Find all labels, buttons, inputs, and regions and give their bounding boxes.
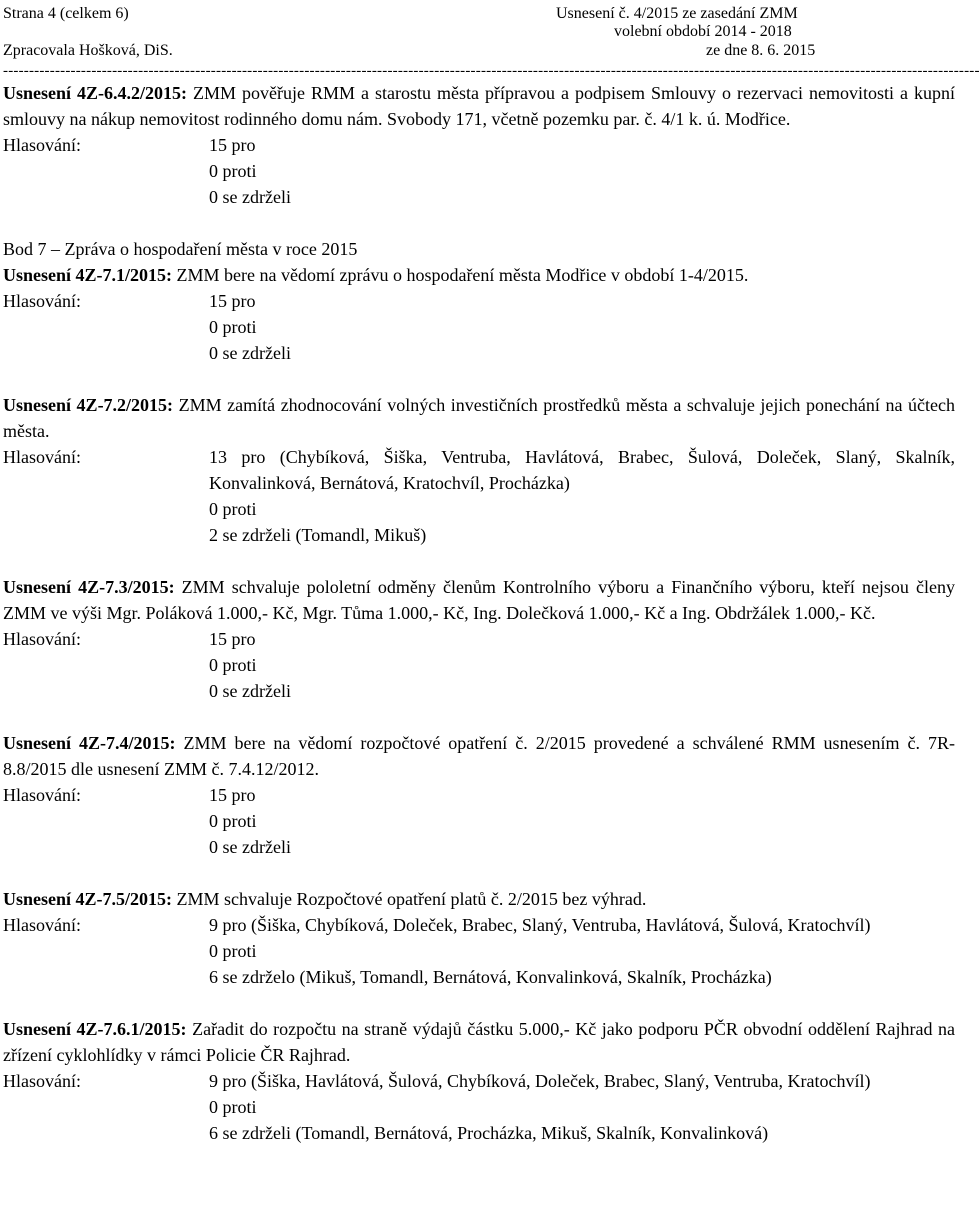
vote-proti: 0 proti: [209, 811, 257, 831]
vote-block: [3, 132, 955, 210]
vote-block: [3, 782, 955, 860]
resolution-id: Usnesení 4Z-7.2/2015:: [3, 395, 174, 415]
vote-proti: 0 proti: [209, 941, 257, 961]
resolution-body: ZMM schvaluje pololetní odměny členům Kontrolního výboru a Finančního výboru, kteří nejsou členy ZMM ve výši Mgr. Poláková 1.000,- Kč, Mgr. Tůma 1.000,- Kč, Ing. Dolečková 1.000,- Kč a Ing. Obdržálek 1.000,- Kč.: [3, 577, 955, 623]
vote-block: [3, 626, 955, 704]
agenda-item-7: Bod 7 – Zpráva o hospodaření města v roce 2015: [3, 239, 358, 259]
vote-pro: 9 pro (Šiška, Chybíková, Doleček, Brabec, Slaný, Ventruba, Havlátová, Šulová, Kratochvíl): [209, 915, 871, 935]
resolution-4z-7-6-1: [3, 1016, 955, 1146]
vote-proti: 0 proti: [209, 317, 257, 337]
resolution-4z-6-4-2: [3, 80, 955, 210]
document-title: Usnesení č. 4/2015 ze zasedání ZMM: [556, 5, 798, 22]
resolution-id: Usnesení 4Z-7.5/2015:: [3, 889, 173, 909]
vote-block: [3, 912, 955, 990]
resolution-id: Usnesení 4Z-6.4.2/2015:: [3, 83, 188, 103]
page-number: Strana 4 (celkem 6): [3, 5, 129, 22]
vote-label: Hlasování:: [3, 629, 81, 649]
resolution-4z-7-5: [3, 886, 955, 990]
vote-block: [3, 288, 955, 366]
vote-block: [3, 444, 955, 548]
resolution-4z-7-4: [3, 730, 955, 860]
resolution-id: Usnesení 4Z-7.3/2015:: [3, 577, 175, 597]
vote-zdrzeli: 0 se zdrželi: [209, 681, 291, 701]
vote-zdrzeli: 0 se zdrželi: [209, 187, 291, 207]
vote-pro: 15 pro: [209, 785, 256, 805]
vote-pro: 15 pro: [209, 629, 256, 649]
resolution-body: ZMM pověřuje RMM a starostu města přípravou a podpisem Smlouvy o rezervaci nemovitosti a kupní smlouvy na nákup nemovitost rodinného domu nám. Svobody 171, včetně pozemku par. č. 4/1 k. ú. Modřice.: [3, 83, 955, 129]
resolution-4z-7-2: [3, 392, 955, 548]
resolution-id: Usnesení 4Z-7.6.1/2015:: [3, 1019, 187, 1039]
vote-proti: 0 proti: [209, 499, 257, 519]
vote-proti: 0 proti: [209, 1097, 257, 1117]
resolution-text: [3, 1016, 955, 1068]
resolution-body: Zařadit do rozpočtu na straně výdajů částku 5.000,- Kč jako podporu PČR obvodní oddělení Rajhrad na zřízení cyklohlídky v rámci Policie ČR Rajhrad.: [3, 1019, 955, 1065]
resolution-text: [3, 262, 955, 288]
vote-label: Hlasování:: [3, 135, 81, 155]
resolution-text: [3, 574, 955, 626]
header-divider: --------------------------------------------------------------------------------------------------------------------------------------------------------------------------------------------: [3, 63, 980, 79]
vote-pro: 13 pro (Chybíková, Šiška, Ventruba, Havlátová, Brabec, Šulová, Doleček, Slaný, Skalník, Konvalinková, Bernátová, Kratochvíl, Procházka): [209, 447, 955, 493]
vote-proti: 0 proti: [209, 655, 257, 675]
vote-block: [3, 1068, 955, 1146]
resolution-body: ZMM zamítá zhodnocování volných investičních prostředků města a schvaluje jejich ponechání na účtech města.: [3, 395, 955, 441]
vote-zdrzeli: 0 se zdrželi: [209, 837, 291, 857]
vote-zdrzeli: 6 se zdrželi (Tomandl, Bernátová, Procházka, Mikuš, Skalník, Konvalinková): [209, 1123, 769, 1143]
vote-label: Hlasování:: [3, 291, 81, 311]
resolution-id: Usnesení 4Z-7.4/2015:: [3, 733, 176, 753]
resolution-text: [3, 80, 955, 132]
vote-pro: 9 pro (Šiška, Havlátová, Šulová, Chybíková, Doleček, Brabec, Slaný, Ventruba, Kratochvíl): [209, 1071, 871, 1091]
resolution-text: [3, 730, 955, 782]
election-period: volební období 2014 - 2018: [614, 23, 792, 40]
vote-pro: 15 pro: [209, 135, 256, 155]
resolution-text: [3, 886, 955, 912]
resolution-body: ZMM schvaluje Rozpočtové opatření platů č. 2/2015 bez výhrad.: [172, 889, 647, 909]
vote-label: Hlasování:: [3, 915, 81, 935]
resolution-4z-7-1: [3, 262, 955, 366]
vote-zdrzeli: 0 se zdrželi: [209, 343, 291, 363]
resolution-body: ZMM bere na vědomí zprávu o hospodaření města Modřice v období 1-4/2015.: [172, 265, 749, 285]
resolution-id: Usnesení 4Z-7.1/2015:: [3, 265, 173, 285]
resolution-4z-7-3: [3, 574, 955, 704]
vote-zdrzeli: 2 se zdrželi (Tomandl, Mikuš): [209, 525, 427, 545]
vote-zdrzeli: 6 se zdrželo (Mikuš, Tomandl, Bernátová, Konvalinková, Skalník, Procházka): [209, 967, 772, 987]
resolution-body: ZMM bere na vědomí rozpočtové opatření č. 2/2015 provedené a schválené RMM usnesením č. 7R-8.8/2015 dle usnesení ZMM č. 7.4.12/2012.: [3, 733, 956, 779]
resolution-text: [3, 392, 955, 444]
vote-label: Hlasování:: [3, 1071, 81, 1091]
vote-label: Hlasování:: [3, 785, 81, 805]
document-body: [3, 80, 955, 1146]
vote-pro: 15 pro: [209, 291, 256, 311]
session-date: ze dne 8. 6. 2015: [706, 42, 816, 59]
vote-proti: 0 proti: [209, 161, 257, 181]
vote-label: Hlasování:: [3, 447, 81, 467]
author: Zpracovala Hošková, DiS.: [3, 42, 173, 59]
